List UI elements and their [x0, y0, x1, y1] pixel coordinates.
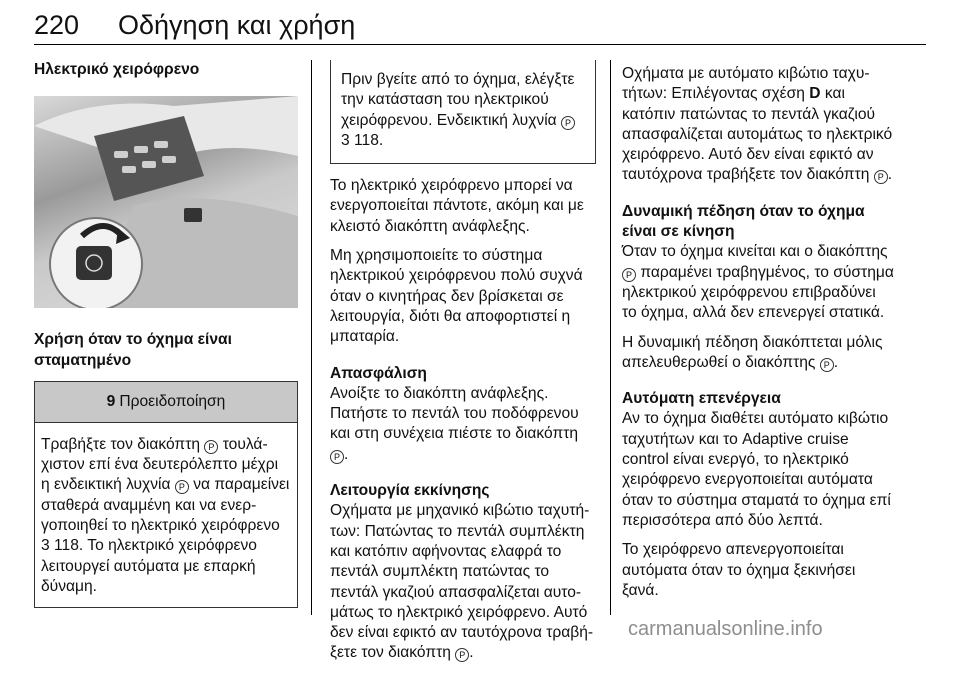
continued-warning-box: [330, 60, 596, 164]
paragraph-text: Οχήματα με μηχανικό κιβώτιο ταχυτήτων: Πατώντας το πεντάλ συμπλέκτη και κατόπιν αφήνοντας ελαφρά το πεντάλ συμπλέκτη πατώντας το πεντάλ γκαζιού απασφαλίζεται αυτομάτως το ηλεκτρικό χειρόφρενο. Αυτό δεν είναι εφικτό αν ταυτόχρονα τραβήξετε τον διακόπτη: [330, 502, 594, 662]
warning-header: [35, 382, 297, 423]
paragraph-text: Οχήματα με αυτόματο κιβώτιο ταχυτήτων: Επιλέγοντας σχέση: [622, 65, 870, 103]
column-3: [622, 64, 894, 610]
page-header: [34, 4, 926, 45]
parking-brake-icon: P: [204, 440, 218, 454]
paragraph-text: και κατόπιν πατώντας το πεντάλ γκαζιού απασφαλίζεται αυτομάτως το ηλεκτρικό χειρόφρενο. Αυτό δεν είναι εφικτό αν ταυτόχρονα τραβήξετε τον διακόπτη: [622, 85, 893, 184]
section-title: Ηλεκτρικό χειρόφρενο: [34, 61, 200, 78]
heading-dynamic-braking: Δυναμική πέδηση όταν το όχημα είναι σε κίνηση: [622, 202, 865, 241]
heading-automatic-apply: Αυτόματη επενέργεια: [622, 390, 781, 408]
warning-body: [35, 423, 297, 607]
warning-box: [34, 381, 298, 608]
paragraph: Αν το όχημα διαθέτει αυτόματο κιβώτιο ταχυτήτων και το Adaptive cruise control είναι ενεργό, το ηλεκτρικό χειρόφρενο ενεργοποιείται αυτόματα όταν το σύστημα σταματά το όχημα επί περισσότερα από δύο λεπτά.: [622, 410, 891, 529]
warning-title: Προειδοποίηση: [119, 392, 226, 410]
paragraph-text: Όταν το όχημα κινείται και ο διακόπτης: [622, 243, 888, 261]
console-drawing-icon: [34, 96, 298, 308]
paragraph-text: Ανοίξτε το διακόπτη ανάφλεξης. Πατήστε το πεντάλ του ποδόφρενου και στη συνέχεια πιέστε το διακόπτη: [330, 384, 579, 443]
parking-brake-icon: P: [874, 170, 888, 184]
parking-brake-icon: P: [622, 268, 636, 282]
paragraph: Το χειρόφρενο απενεργοποιείται αυτόματα όταν το όχημα ξεκινήσει ξανά.: [622, 541, 856, 599]
parking-brake-icon: P: [820, 358, 834, 372]
column-divider: [610, 60, 611, 615]
gear-letter: D: [809, 85, 821, 103]
paragraph: Μη χρησιμοποιείτε το σύστημα ηλεκτρικού χειρόφρενου πολύ συχνά όταν ο κινητήρας δεν βρίσκεται σε λειτουργία, διότι θα αποφορτιστεί η μπαταρία.: [330, 247, 583, 346]
page-reference-arrow-icon: 3: [41, 537, 50, 555]
paragraph: [622, 242, 894, 323]
warning-text: 118. Το ηλεκτρικό χειρόφρενο λειτουργεί αυτόματα με επαρκή δύναμη.: [41, 537, 257, 595]
parking-brake-illustration: [34, 96, 298, 308]
page-number: 220: [34, 10, 80, 40]
column-divider: [311, 60, 312, 615]
paragraph: Οχήματα με μηχανικό κιβώτιο ταχυτήτων: Πατώντας το πεντάλ συμπλέκτη και κατόπιν αφήνοντας ελαφρά το πεντάλ συμπλέκτη πατώντας το πεντάλ γκαζιού απασφαλίζεται αυτομάτως το ηλεκτρικό χειρόφρενο. Αυτό δεν είναι εφικτό αν ταυτόχρονα τραβήξετε τον διακόπτη P .: [330, 502, 594, 662]
watermark[interactable]: carmanualsonline.info: [628, 618, 823, 640]
parking-brake-icon: P: [330, 450, 344, 464]
box-text: Πριν βγείτε από το όχημα, ελέγξτε την κατάσταση του ηλεκτρικού χειρόφρενου. Ενδεικτική λυχνία: [341, 71, 575, 129]
warning-text: να παραμείνει σταθερά αναμμένη και να ενεργοποιηθεί το ηλεκτρικό χειρόφρενο: [41, 476, 290, 535]
box-text: 118.: [354, 131, 384, 149]
paragraph: Ανοίξτε το διακόπτη ανάφλεξης. Πατήστε το πεντάλ του ποδόφρενου και στη συνέχεια πιέστε το διακόπτη P .: [330, 384, 579, 463]
parking-brake-icon: P: [455, 648, 469, 662]
column-1: [34, 60, 298, 608]
paragraph: Το ηλεκτρικό χειρόφρενο μπορεί να ενεργοποιείται πάντοτε, ακόμη και με κλειστό διακόπτη ανάφλεξης.: [330, 177, 584, 235]
warning-triangle-icon: 9: [106, 392, 116, 410]
parking-brake-icon: P: [561, 116, 575, 130]
subheading-stationary: Χρήση όταν το όχημα είναι σταματημένο: [34, 331, 232, 369]
warning-text: τουλάχιστον επί ένα δευτερόλεπτο μέχρι η ενδεικτική λυχνία: [41, 435, 279, 494]
parking-brake-icon: P: [175, 480, 189, 494]
page-reference-arrow-icon: 3: [341, 131, 350, 149]
heading-release: Απασφάλιση: [330, 364, 427, 382]
column-2: [330, 60, 596, 673]
paragraph-text: Η δυναμική πέδηση διακόπτεται μόλις απελευθερωθεί ο διακόπτης: [622, 333, 883, 371]
heading-drive-away: Λειτουργία εκκίνησης: [330, 482, 490, 500]
chapter-title: Οδήγηση και χρήση: [118, 10, 356, 40]
paragraph: Η δυναμική πέδηση διακόπτεται μόλις απελευθερωθεί ο διακόπτης P .: [622, 333, 883, 371]
warning-text: Τραβήξτε τον διακόπτη: [41, 435, 201, 453]
paragraph: Οχήματα με αυτόματο κιβώτιο ταχυτήτων: Επιλέγοντας σχέση D και κατόπιν πατώντας το πεντάλ γκαζιού απασφαλίζεται αυτομάτως το ηλεκτρικό χειρόφρενο. Αυτό δεν είναι εφικτό αν ταυτόχρονα τραβήξετε τον διακόπτη P .: [622, 65, 893, 184]
paragraph-text: παραμένει τραβηγμένος, το σύστημα ηλεκτρικού χειρόφρενου επιβραδύνει το όχημα, αλλά δεν επενεργεί στατικά.: [622, 263, 894, 322]
